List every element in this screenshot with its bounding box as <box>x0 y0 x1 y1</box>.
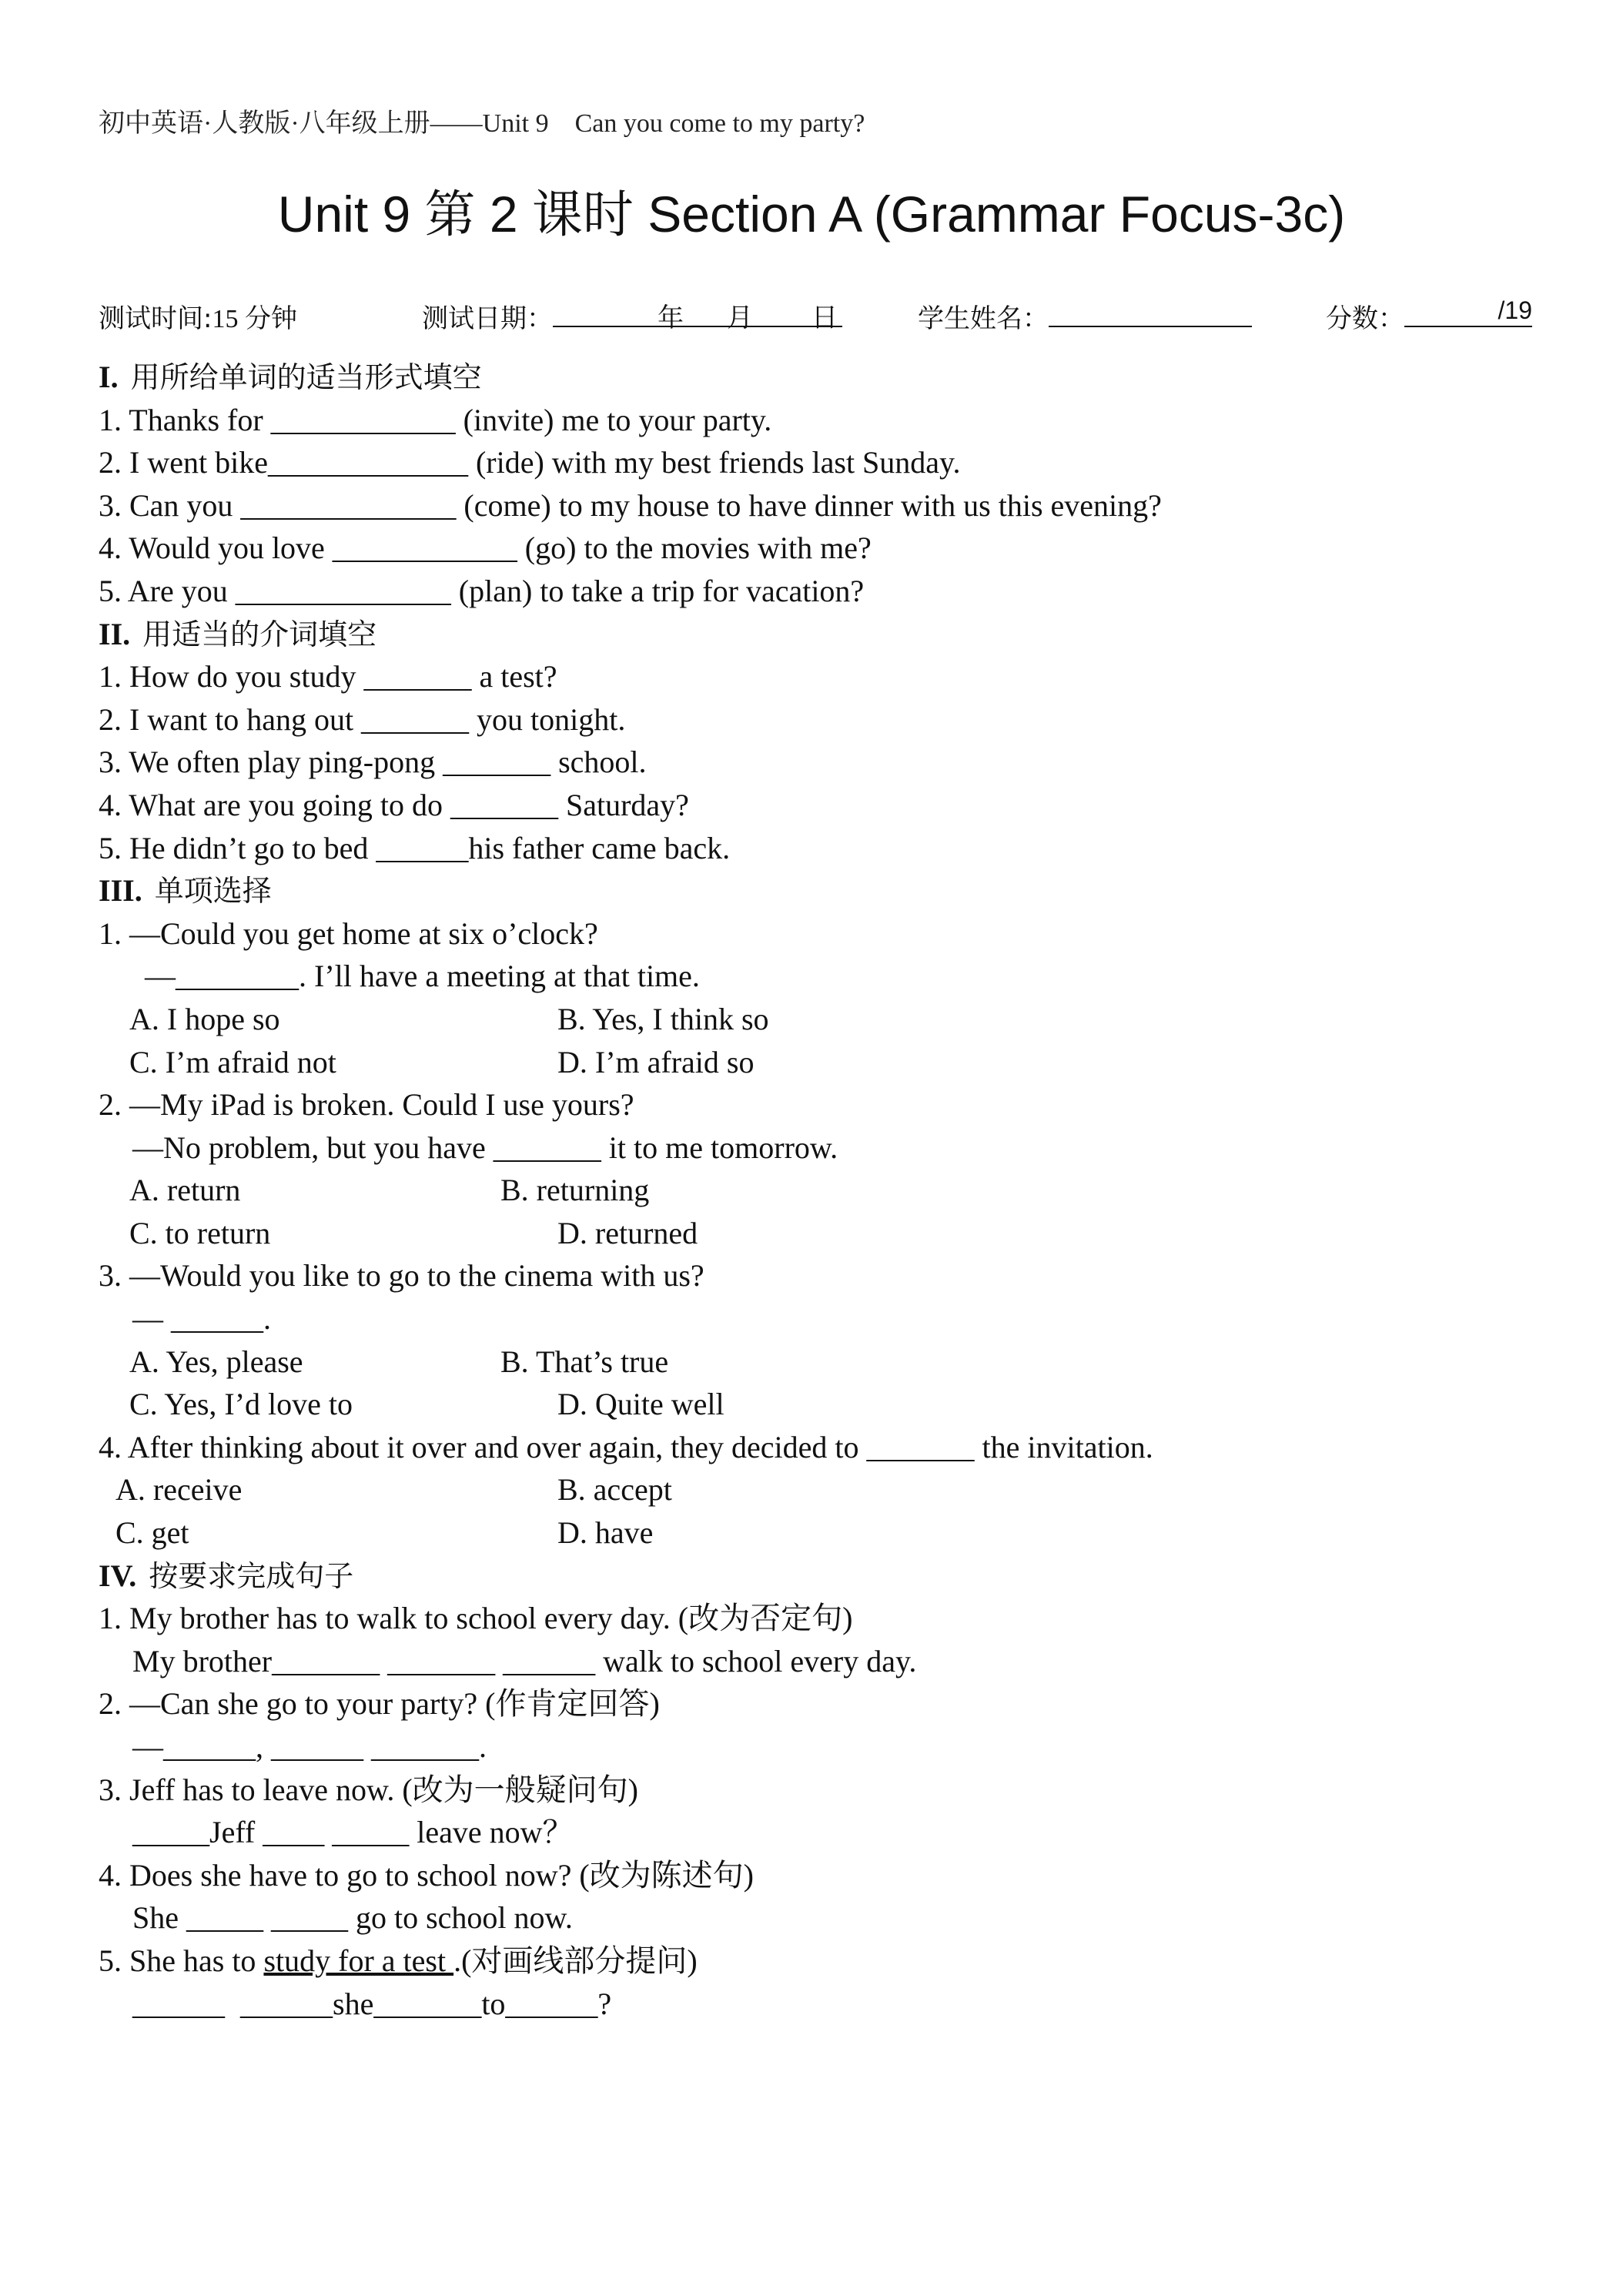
s4-q5-answer: ______ ______she_______to______? <box>132 1986 612 2021</box>
page-title: Unit 9 第 2 课时 Section A (Grammar Focus-3c) <box>277 186 1346 243</box>
s3-q4-option-b[interactable]: B. accept <box>557 1472 672 1508</box>
s3-q1-options-row1 <box>99 998 1561 1041</box>
s3-q3-option-d[interactable]: D. Quite well <box>557 1387 724 1422</box>
section-3-number: III. <box>99 873 142 909</box>
s3-q3-stem: 3. —Would you like to go to the cinema with us? <box>99 1258 704 1294</box>
s1-question-5: 5. Are you ______________ (plan) to take a trip for vacation? <box>99 573 865 608</box>
date-month-label: 月 <box>727 303 753 333</box>
section-2-number: II. <box>99 616 131 651</box>
test-date-label: 测试日期： <box>422 303 553 334</box>
s3-q3-option-a[interactable]: A. Yes, please <box>129 1344 303 1379</box>
s3-q4-stem: 4. After thinking about it over and over again, they decided to _______ the invitation. <box>99 1429 1153 1464</box>
s4-q5-stem-pre: 5. She has to <box>99 1943 264 1978</box>
s3-q1-reply: —________. I’ll have a meeting at that time. <box>145 959 700 994</box>
test-time-value: 15 分钟 <box>212 305 297 333</box>
section-2-heading <box>99 613 1561 656</box>
s3-q1-stem: 1. —Could you get home at six o’clock? <box>99 915 598 951</box>
student-name <box>918 297 1252 335</box>
section-2-title: 用适当的介词填空 <box>142 617 377 651</box>
score-label: 分数： <box>1326 303 1404 334</box>
date-year-label: 年 <box>658 303 684 333</box>
s3-q3-reply: — ______. <box>132 1301 271 1337</box>
s4-q3-answer: _____Jeff ____ _____ leave now？ <box>132 1815 574 1850</box>
score <box>1326 297 1532 335</box>
student-name-field[interactable] <box>1049 301 1252 327</box>
s3-q4-option-d[interactable]: D. have <box>557 1515 654 1551</box>
s3-q1-option-a[interactable]: A. I hope so <box>129 1001 280 1036</box>
s3-q2-reply: —No problem, but you have _______ it to me tomorrow. <box>132 1130 838 1165</box>
s2-question-1: 1. How do you study _______ a test? <box>99 659 557 694</box>
s3-q2-option-d[interactable]: D. returned <box>557 1215 698 1250</box>
test-time <box>99 297 297 335</box>
test-date-field[interactable] <box>553 301 842 333</box>
section-3-heading <box>99 869 1561 912</box>
s2-question-2: 2. I want to hang out _______ you tonight. <box>99 701 626 737</box>
section-4-title: 按要求完成句子 <box>149 1558 354 1593</box>
s3-q1-option-c[interactable]: C. I’m afraid not <box>129 1044 336 1079</box>
student-name-label: 学生姓名： <box>918 303 1049 334</box>
s3-q3-option-b[interactable]: B. That’s true <box>500 1344 669 1379</box>
s2-question-4: 4. What are you going to do _______ Saturday? <box>99 787 689 822</box>
s4-q5-stem <box>99 1940 1561 1983</box>
s3-q3-options-row2 <box>99 1383 1561 1426</box>
score-field[interactable] <box>1404 296 1532 327</box>
s3-q2-option-a[interactable]: A. return <box>129 1173 241 1208</box>
s3-q4-option-c[interactable]: C. get <box>115 1515 189 1551</box>
s4-q3-stem: 3. Jeff has to leave now. (改为一般疑问句) <box>99 1772 638 1807</box>
section-1-number: I. <box>99 360 119 394</box>
s3-q2-option-c[interactable]: C. to return <box>129 1215 271 1250</box>
s3-q2-options-row2 <box>99 1212 1561 1255</box>
s3-q1-option-b[interactable]: B. Yes, I think so <box>557 1001 769 1036</box>
s1-question-4: 4. Would you love ____________ (go) to the movies with me? <box>99 530 872 566</box>
section-4-number: IV. <box>99 1558 137 1593</box>
s1-question-3: 3. Can you ______________ (come) to my house to have dinner with us this evening? <box>99 487 1162 523</box>
s3-q3-options-row1 <box>99 1340 1561 1384</box>
s3-q2-option-b[interactable]: B. returning <box>500 1173 650 1208</box>
s4-q4-answer: She _____ _____ go to school now. <box>132 1900 573 1936</box>
section-1-heading <box>99 356 1561 399</box>
s1-question-1: 1. Thanks for ____________ (invite) me to your party. <box>99 402 772 437</box>
worksheet-content <box>99 356 1561 2025</box>
date-day-label: 日 <box>812 303 838 333</box>
s4-q2-stem: 2. —Can she go to your party? (作肯定回答) <box>99 1686 660 1722</box>
s4-q4-stem: 4. Does she have to go to school now? (改为陈述句) <box>99 1857 754 1893</box>
s3-q4-options-row2 <box>99 1511 1561 1555</box>
s1-question-2: 2. I went bike_____________ (ride) with my best friends last Sunday. <box>99 445 961 480</box>
test-date <box>422 297 842 335</box>
s3-q2-stem: 2. —My iPad is broken. Could I use yours? <box>99 1087 634 1123</box>
s3-q3-option-c[interactable]: C. Yes, I’d love to <box>129 1387 353 1422</box>
s2-question-3: 3. We often play ping-pong _______ school. <box>99 745 647 780</box>
s4-q1-stem: 1. My brother has to walk to school every day. (改为否定句) <box>99 1601 853 1636</box>
s3-q2-options-row1 <box>99 1169 1561 1212</box>
section-1-title: 用所给单词的适当形式填空 <box>130 360 482 394</box>
section-3-title: 单项选择 <box>154 874 272 909</box>
s4-q5-stem-post: .(对画线部分提问) <box>453 1943 698 1978</box>
page-header: 初中英语·人教版·八年级上册——Unit 9 Can you come to my party? <box>99 109 865 138</box>
s3-q4-options-row1 <box>99 1468 1561 1511</box>
s3-q4-option-a[interactable]: A. receive <box>115 1472 243 1508</box>
s4-q5-underlined-part: study for a test <box>263 1943 454 1978</box>
s4-q1-answer: My brother_______ _______ ______ walk to school every day. <box>132 1643 917 1678</box>
s4-q2-answer: —______, ______ _______. <box>132 1729 487 1764</box>
section-4-heading <box>99 1555 1561 1598</box>
s3-q1-option-d[interactable]: D. I’m afraid so <box>557 1044 755 1079</box>
s3-q1-options-row2 <box>99 1041 1561 1084</box>
score-total: /19 <box>1498 296 1532 324</box>
test-time-label: 测试时间: <box>99 303 212 334</box>
s2-question-5: 5. He didn’t go to bed ______his father came back. <box>99 830 731 865</box>
